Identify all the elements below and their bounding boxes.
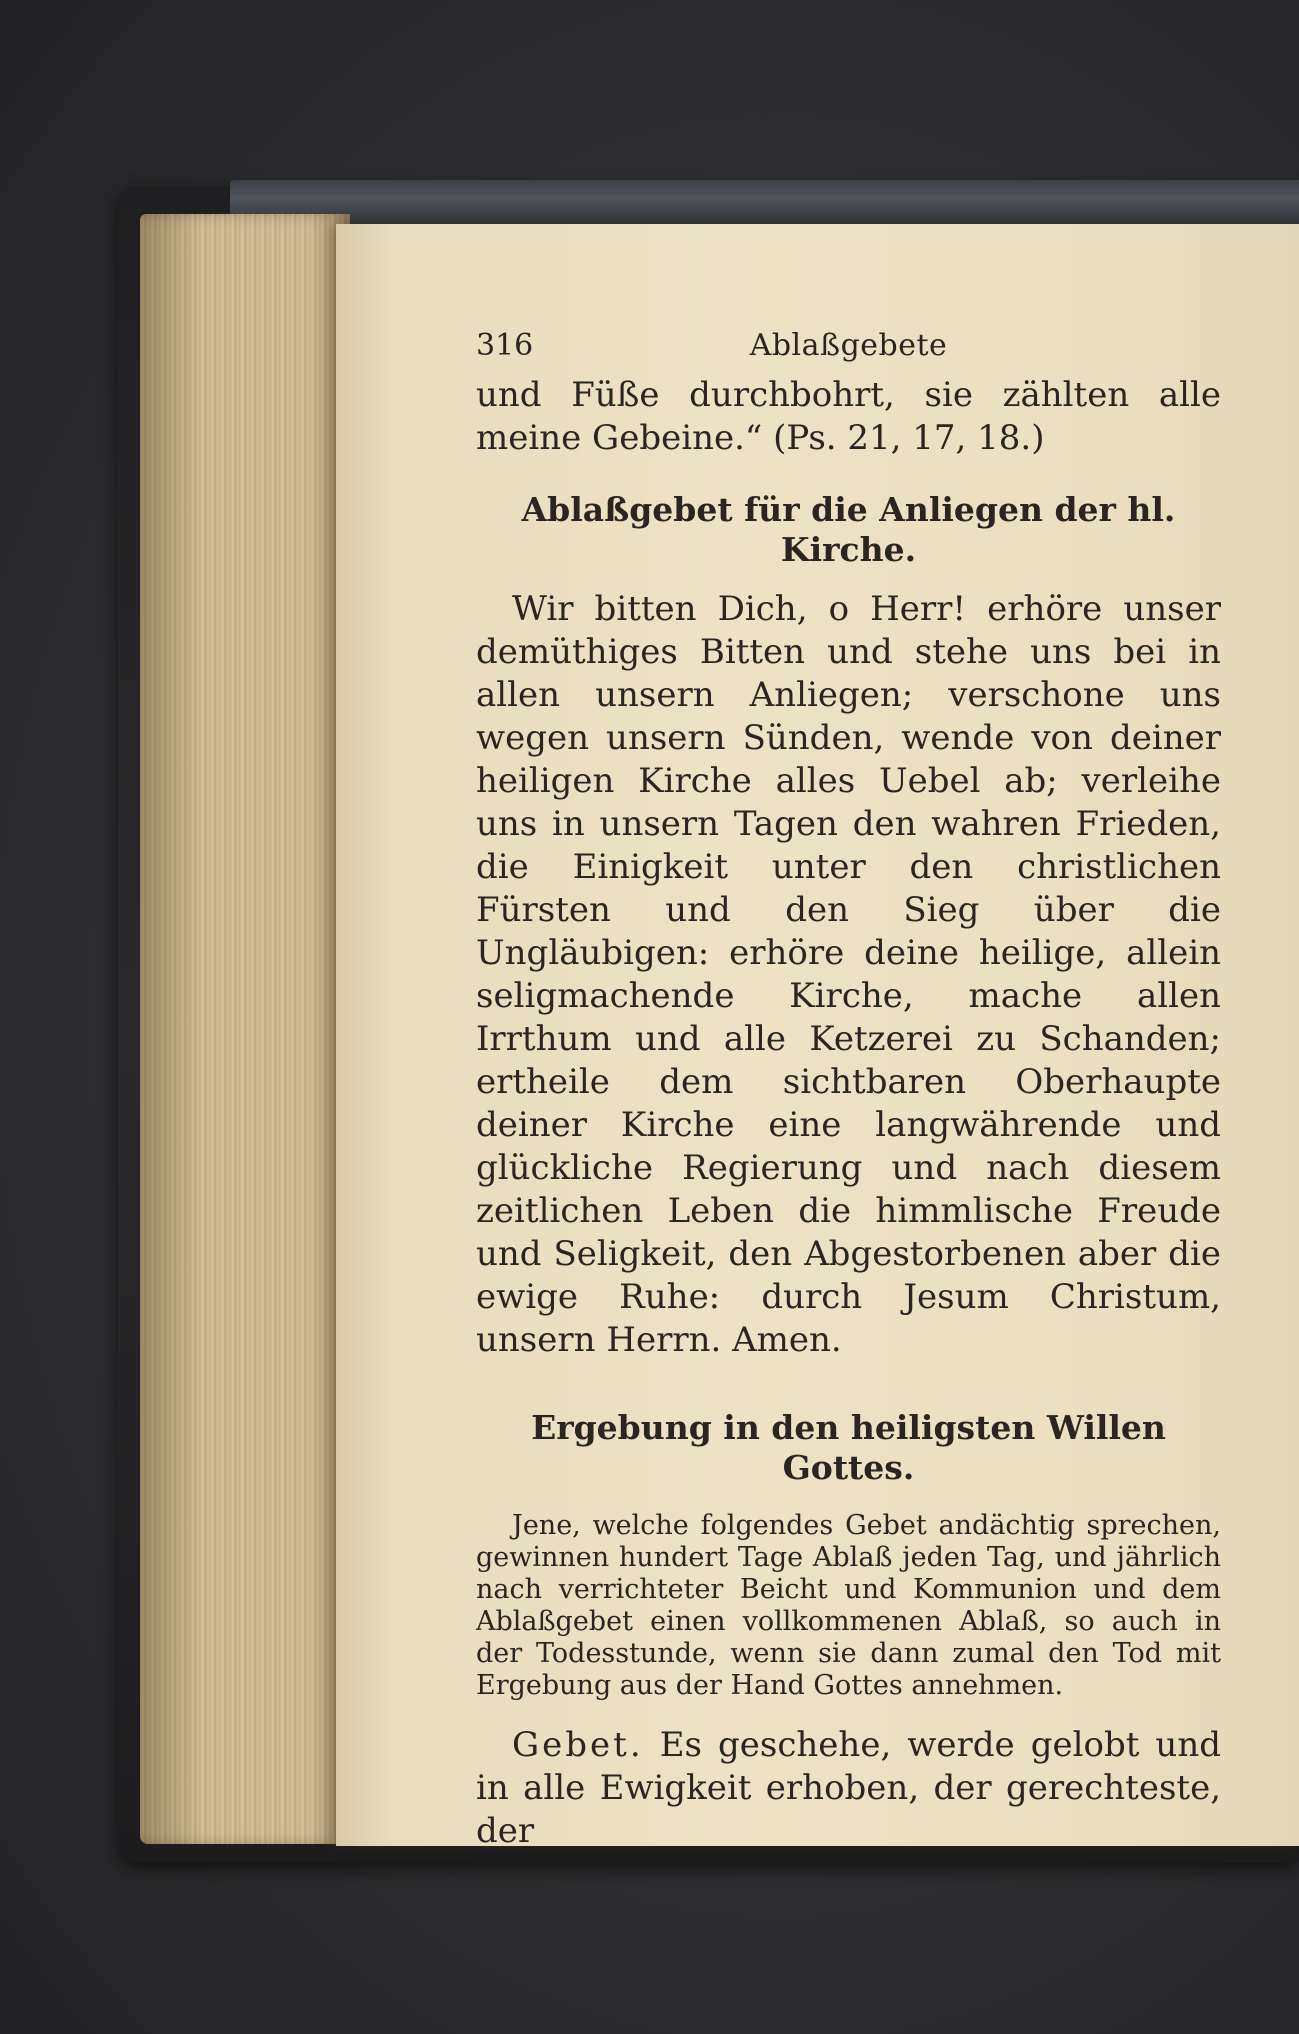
running-head [476,324,1221,368]
book-page [336,224,1299,1851]
text-column [476,324,1221,1853]
prayer-text: Es geschehe, werde gelobt und in alle Ewigkeit erhoben, der gerechteste, der [476,1725,1221,1851]
running-title: Ablaßgebete [749,328,948,363]
page-block-shade [140,214,350,1844]
section-heading-resignation: Ergebung in den heiligsten Willen Gottes. [531,1408,1166,1487]
page-number: 316 [476,328,534,363]
prayer-paragraph-resignation [476,1724,1221,1853]
section-heading-church: Ablaßgebet für die Anliegen der hl. Kirche. [521,490,1176,569]
indulgence-note: Jene, welche folgendes Gebet andächtig sprechen, gewinnen hundert Tage Ablaß jeden Tag, und jährlich nach verrichteter Beicht und Kommunion und dem Ablaßgebet einen vollkommenen Ablaß, so auch in der Todesstunde, wenn sie dann zumal den Tod mit Ergebung aus der Hand Gottes annehmen. [476,1510,1221,1701]
continuation-paragraph: und Füße durchbohrt, sie zählten alle meine Gebeine.“ (Ps. 21, 17, 18.) [476,375,1221,458]
book-cover-top-edge [230,180,1299,226]
prayer-paragraph-church: Wir bitten Dich, o Herr! erhöre unser demüthiges Bitten und stehe uns bei in allen unsern Anliegen; verschone uns wegen unsern Sünden, wende von deiner heiligen Kirche alles Uebel ab; verleihe uns in unsern Tagen den wahren Frieden, die Einigkeit unter den christlichen Fürsten und den Sieg über die Ungläubigen: erhöre deine heilige, allein seligmachende Kirche, mache allen Irrthum und alle Ketzerei zu Schanden; ertheile dem sichtbaren Oberhaupte deiner Kirche eine langwährende und glückliche Regierung und nach diesem zeitlichen Leben die himmlische Freude und Seligkeit, den Abgestorbenen aber die ewige Ruhe: durch Jesum Christum, unsern Herrn. Amen. [476,589,1221,1360]
prayer-label: Gebet. [512,1725,644,1765]
